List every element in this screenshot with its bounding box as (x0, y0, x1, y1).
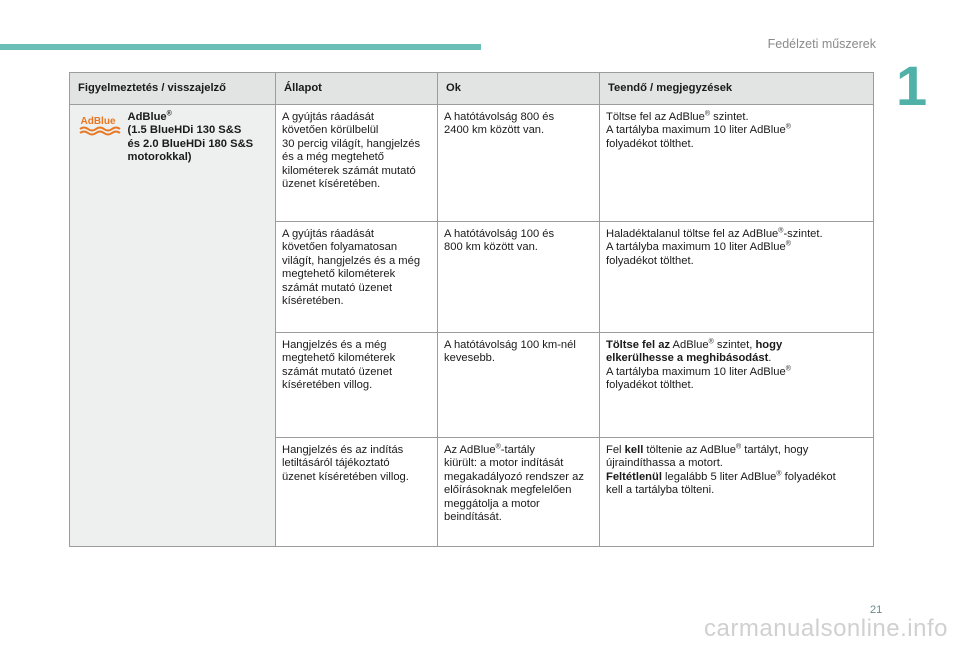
indicator-name: AdBlue (127, 111, 167, 123)
accent-bar (0, 44, 481, 50)
cause-cell: A hatótávolság 800 és 2400 km között van. (438, 105, 600, 222)
state-cell: A gyújtás ráadását követően körülbelül 30 percig világít, hangjelzés és a még megtehető kilométerek számát mutató üzenet kíséretében. (276, 105, 438, 222)
table-row (70, 105, 874, 222)
watermark: carmanualsonline.info (704, 615, 948, 642)
cause-cell: A hatótávolság 100 és 800 km között van. (438, 222, 600, 333)
cause-cell: Az AdBlue®-tartály kiürült: a motor indítását megakadályozó rendszer az előírásoknak megfelelően meggátolja a motor beindítását. (438, 438, 600, 547)
adblue-logo-text: AdBlue (80, 116, 116, 127)
action-cell: Töltse fel az AdBlue® szintet. A tartályba maximum 10 liter AdBlue® folyadékot tölthet. (600, 105, 874, 222)
state-cell: Hangjelzés és a még megtehető kilométerek számát mutató üzenet kíséretében villog. (276, 333, 438, 438)
table-header-row (70, 73, 874, 105)
state-cell: Hangjelzés és az indítás letiltásáról tájékoztató üzenet kíséretében villog. (276, 438, 438, 547)
header-state: Állapot (276, 73, 438, 105)
cause-cell: A hatótávolság 100 km-nél kevesebb. (438, 333, 600, 438)
section-title: Fedélzeti műszerek (767, 37, 876, 51)
indicator-icon-cell (70, 105, 126, 547)
header-cause: Ok (438, 73, 600, 105)
page-number: 21 (870, 604, 883, 616)
action-cell: Töltse fel az AdBlue® szintet, hogy elkerülhesse a meghibásodást. A tartályba maximum 10 liter AdBlue® folyadékot tölthet. (600, 333, 874, 438)
action-cell: Haladéktalanul töltse fel az AdBlue®-szintet. A tartályba maximum 10 liter AdBlue® folyadékot tölthet. (600, 222, 874, 333)
chapter-number: 1 (896, 54, 928, 117)
adblue-icon (74, 113, 122, 137)
warning-table (69, 72, 874, 547)
header-indicator: Figyelmeztetés / visszajelző (70, 73, 276, 105)
indicator-name-cell: AdBlue® (1.5 BlueHDi 130 S&S és 2.0 BlueHDi 180 S&S motorokkal) (126, 105, 276, 547)
header-action: Teendő / megjegyzések (600, 73, 874, 105)
state-cell: A gyújtás ráadását követően folyamatosan világít, hangjelzés és a még megtehető kilométerek számát mutató üzenet kíséretében. (276, 222, 438, 333)
action-cell: Fel kell töltenie az AdBlue® tartályt, hogy újraindíthassa a motort. Feltétlenül legalább 5 liter AdBlue® folyadékot kell a tartályba tölteni. (600, 438, 874, 547)
